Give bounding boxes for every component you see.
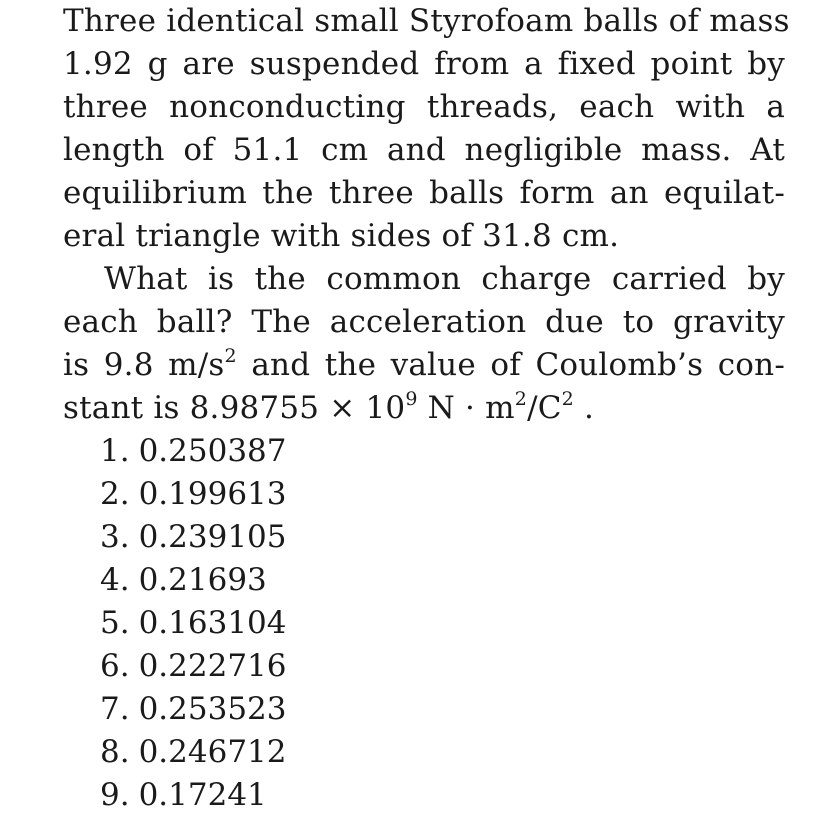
answer-choice[interactable] [100,473,785,516]
choice-number: 2. [100,476,130,512]
text-line: 1.92 g are suspended from a fixed point by [63,46,785,82]
text-line: three nonconducting threads, each with a [63,89,785,125]
choice-value: 0.163104 [138,605,287,641]
choice-number: 7. [100,691,130,727]
text-fragment: and the value of Coulomb’s con- [236,347,785,383]
text-line [63,387,785,430]
choice-value: 0.21693 [138,562,267,598]
choice-value: 0.239105 [138,519,287,555]
choice-number: 5. [100,605,130,641]
answer-choice[interactable] [100,774,785,817]
choice-value: 0.222716 [138,648,287,684]
superscript: 2 [224,344,237,367]
choice-number: 9. [100,777,130,813]
text-line: eral triangle with sides of 31.8 cm. [63,218,620,254]
choice-number: 1. [100,433,130,469]
answer-choice[interactable] [100,602,785,645]
superscript: 2 [514,387,528,410]
answer-choice[interactable] [100,559,785,602]
text-line: equilibrium the three balls form an equilat- [63,175,785,211]
superscript: 9 [405,387,418,410]
choice-value: 0.199613 [138,476,287,512]
text-fragment: /C [527,390,562,426]
text-fragment: is 9.8 m/s [63,347,225,383]
text-line: What is the common charge carried by [104,261,785,297]
text-fragment: . [573,390,595,426]
problem-paragraph-2 [63,258,785,430]
answer-choice[interactable] [100,731,785,774]
superscript: 2 [561,387,574,410]
problem-block [63,0,790,817]
choice-value: 0.250387 [138,433,287,469]
choice-number: 6. [100,648,130,684]
choice-number: 4. [100,562,130,598]
text-line: Three identical small Styrofoam balls of mass [63,3,790,39]
answer-choices [63,430,785,817]
choice-number: 3. [100,519,130,555]
text-line: each ball? The acceleration due to gravity [63,304,785,340]
answer-choice[interactable] [100,688,785,731]
choice-value: 0.246712 [138,734,287,770]
text-line: length of 51.1 cm and negligible mass. At [63,132,785,168]
choice-value: 0.253523 [138,691,287,727]
answer-choice[interactable] [100,645,785,688]
choice-value: 0.17241 [138,777,267,813]
answer-choice[interactable] [100,430,785,473]
answer-choice[interactable] [100,516,785,559]
problem-paragraph-1 [63,0,790,258]
text-line [63,344,785,387]
text-fragment: N · m [417,390,515,426]
choice-number: 8. [100,734,130,770]
text-fragment: stant is 8.98755 × 10 [63,390,406,426]
